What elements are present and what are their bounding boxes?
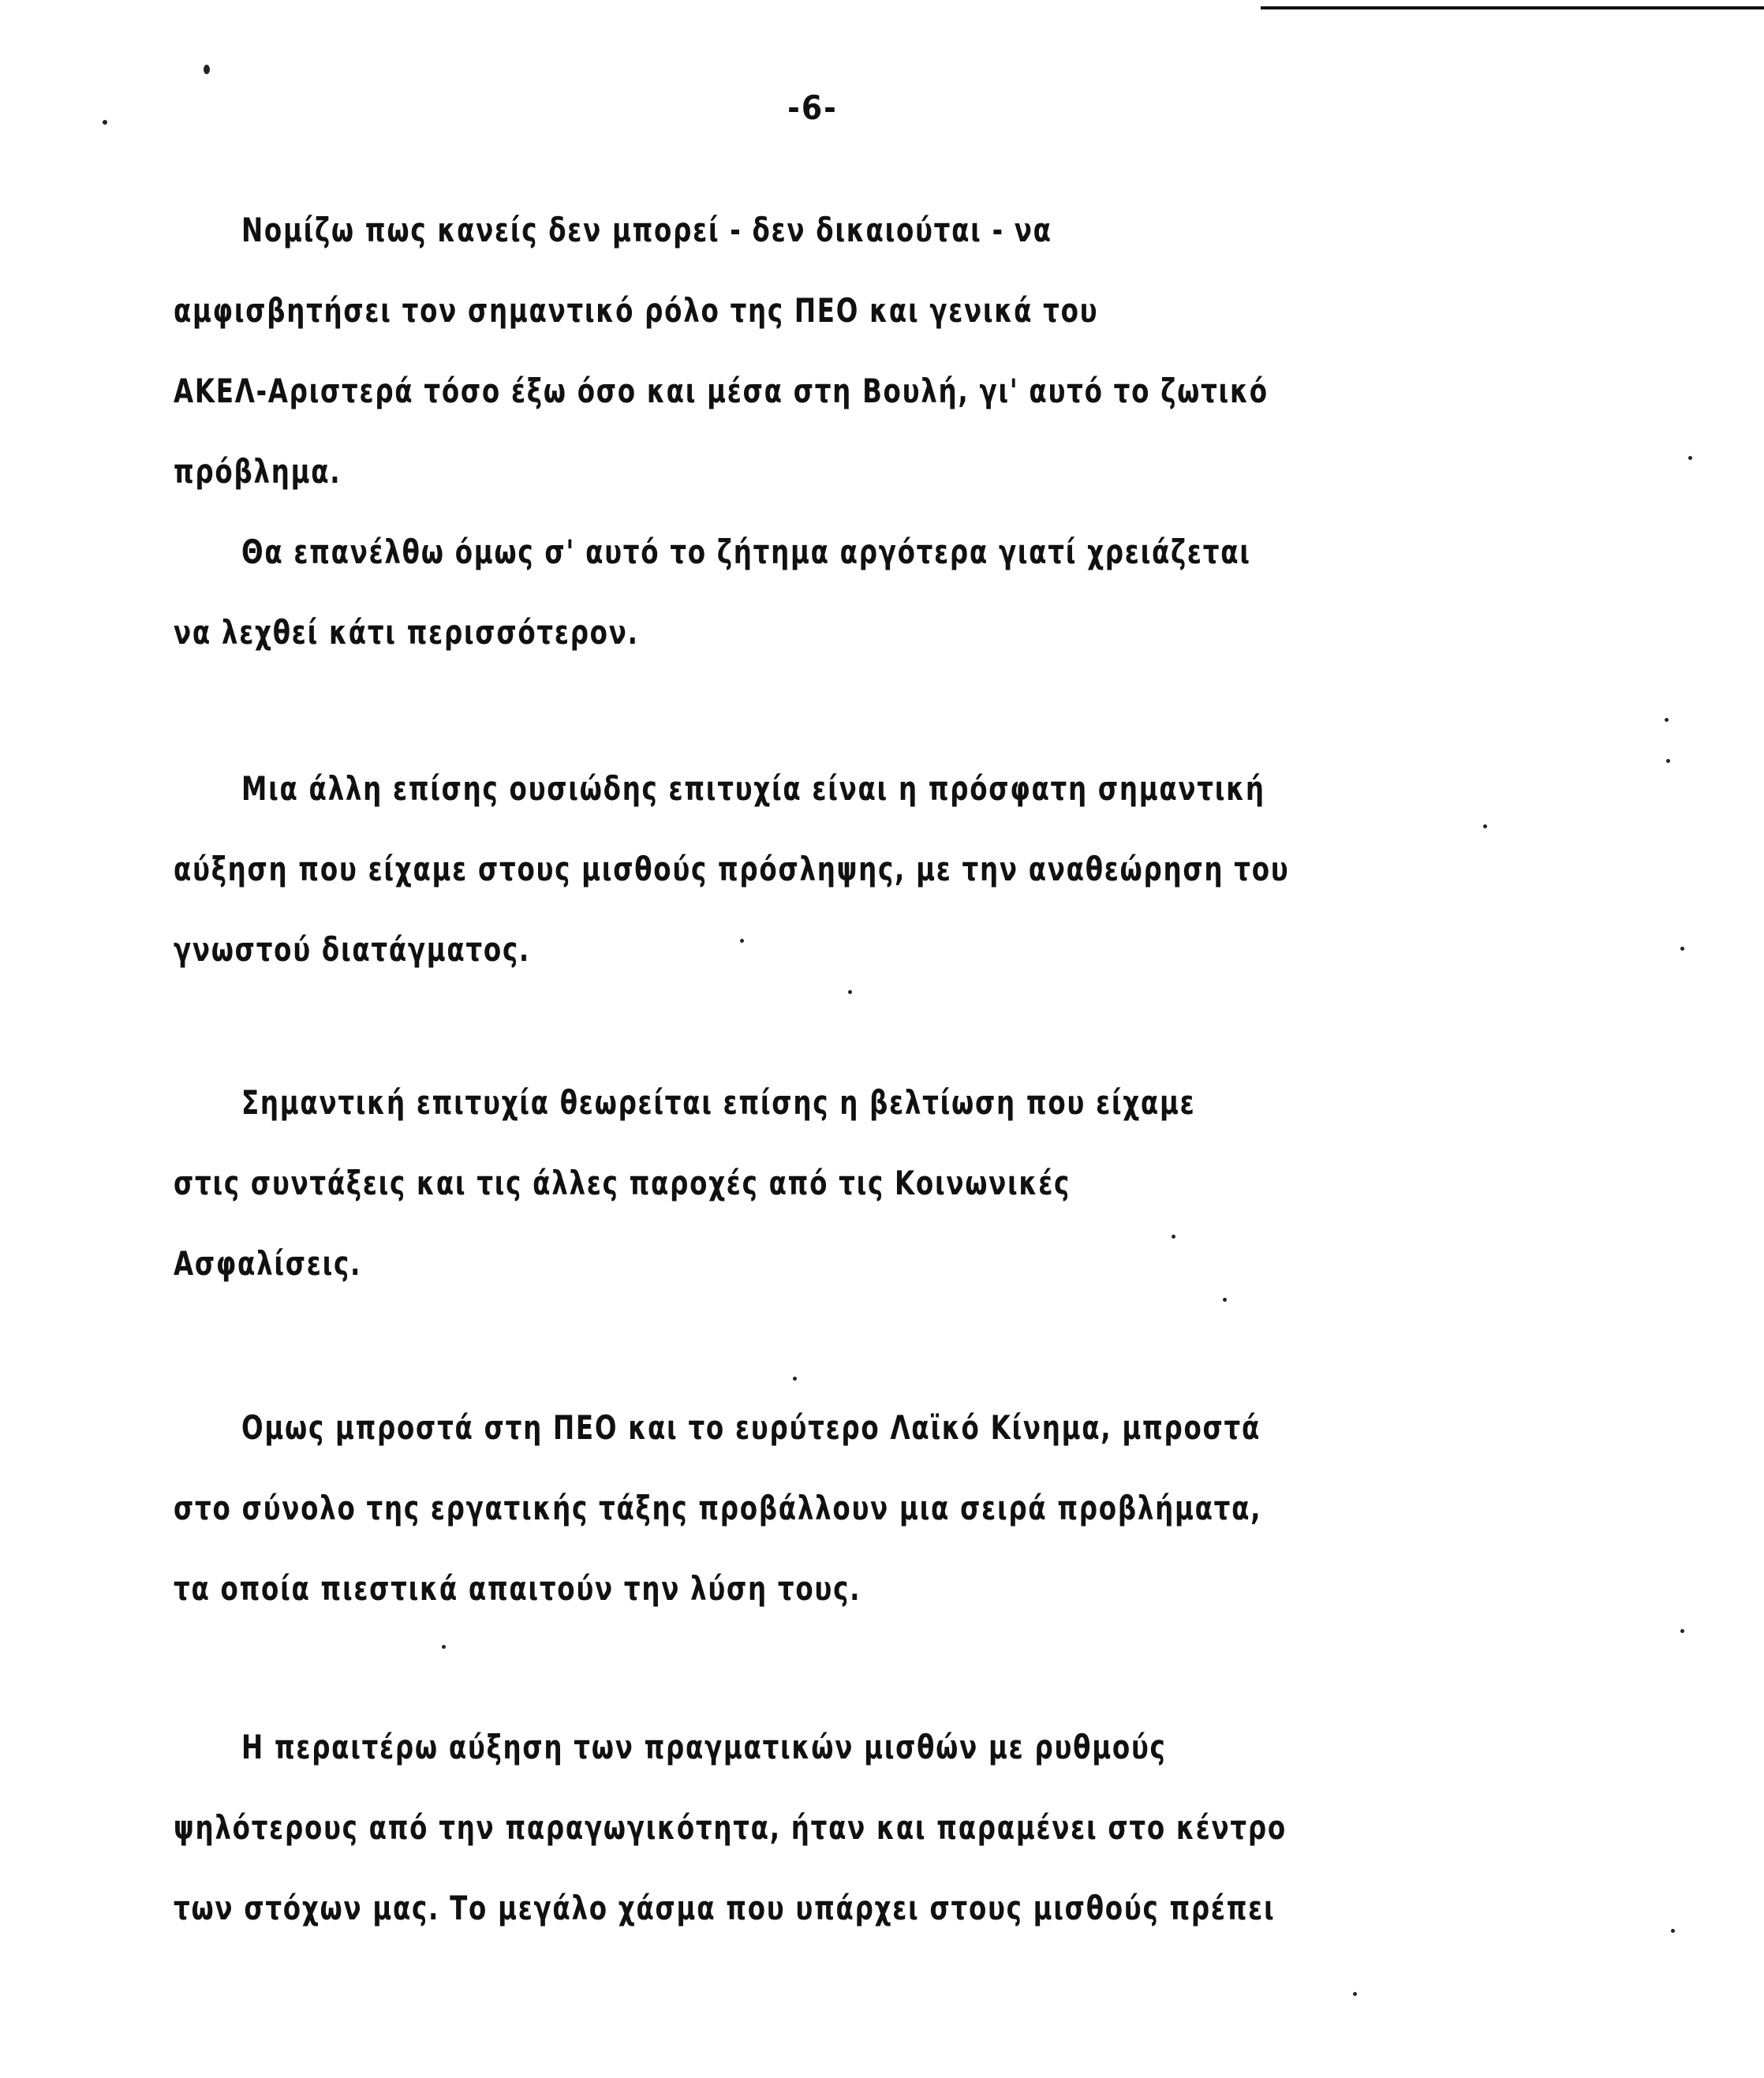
text-line: Ασφαλίσεις. xyxy=(174,1244,362,1283)
text-line: Η περαιτέρω αύξηση των πραγματικών μισθών με ρυθμούς xyxy=(241,1728,1167,1766)
scan-speck xyxy=(1671,1929,1675,1933)
text-line: πρόβλημα. xyxy=(174,452,342,491)
scan-speck xyxy=(1688,456,1692,460)
scan-speck xyxy=(1665,718,1669,722)
text-line: Σημαντική επιτυχία θεωρείται επίσης η βελτίωση που είχαμε xyxy=(241,1083,1196,1122)
paragraph-3 xyxy=(174,1079,1368,1321)
text-line: Μια άλλη επίσης ουσιώδης επιτυχία είναι η πρόσφατη σημαντική xyxy=(241,769,1265,808)
text-line: ΑΚΕΛ-Αριστερά τόσο έξω όσο και μέσα στη Βουλή, γι' αυτό το ζωτικό xyxy=(174,372,1269,410)
scan-speck xyxy=(1680,1629,1684,1633)
text-line: Θα επανέλθω όμως σ' αυτό το ζήτημα αργότερα γιατί χρειάζεται xyxy=(241,533,1251,571)
text-line: στις συντάξεις και τις άλλες παροχές από τις Κοινωνικές xyxy=(174,1164,1071,1202)
page-number: -6- xyxy=(787,88,838,127)
text-line: τα οποία πιεστικά απαιτούν την λύση τους. xyxy=(174,1569,861,1608)
text-line: να λεχθεί κάτι περισσότερον. xyxy=(174,613,639,652)
paragraph-2 xyxy=(174,765,1368,1007)
text-line: αμφισβητήσει τον σημαντικό ρόλο της ΠΕΟ και γενικά του xyxy=(174,291,1099,330)
text-line: γνωστού διατάγματος. xyxy=(174,930,530,969)
paragraph-5 xyxy=(174,1724,1368,1965)
text-line: των στόχων μας. Το μεγάλο χάσμα που υπάρχει στους μισθούς πρέπει xyxy=(174,1889,1276,1927)
paragraph-1 xyxy=(174,207,1368,690)
scan-speck xyxy=(793,1377,797,1381)
scan-speck xyxy=(1666,759,1670,763)
text-line: στο σύνολο της εργατικής τάξης προβάλλουν μια σειρά προβλήματα, xyxy=(174,1489,1262,1527)
text-line: Νομίζω πως κανείς δεν μπορεί - δεν δικαιούται - να xyxy=(241,211,1052,249)
paragraph-4 xyxy=(174,1404,1368,1646)
scan-speck xyxy=(1483,824,1487,828)
text-line: Ομως μπροστά στη ΠΕΟ και το ευρύτερο Λαϊκό Κίνημα, μπροστά xyxy=(241,1408,1261,1447)
text-line: ψηλότερους από την παραγωγικότητα, ήταν και παραμένει στο κέντρο xyxy=(174,1808,1287,1847)
top-edge-rule xyxy=(1261,6,1764,9)
scan-speck xyxy=(204,65,210,74)
text-line: αύξηση που είχαμε στους μισθούς πρόσληψης, με την αναθεώρηση του xyxy=(174,850,1290,888)
scan-speck xyxy=(1353,1992,1357,1996)
scan-speck xyxy=(1680,947,1684,951)
